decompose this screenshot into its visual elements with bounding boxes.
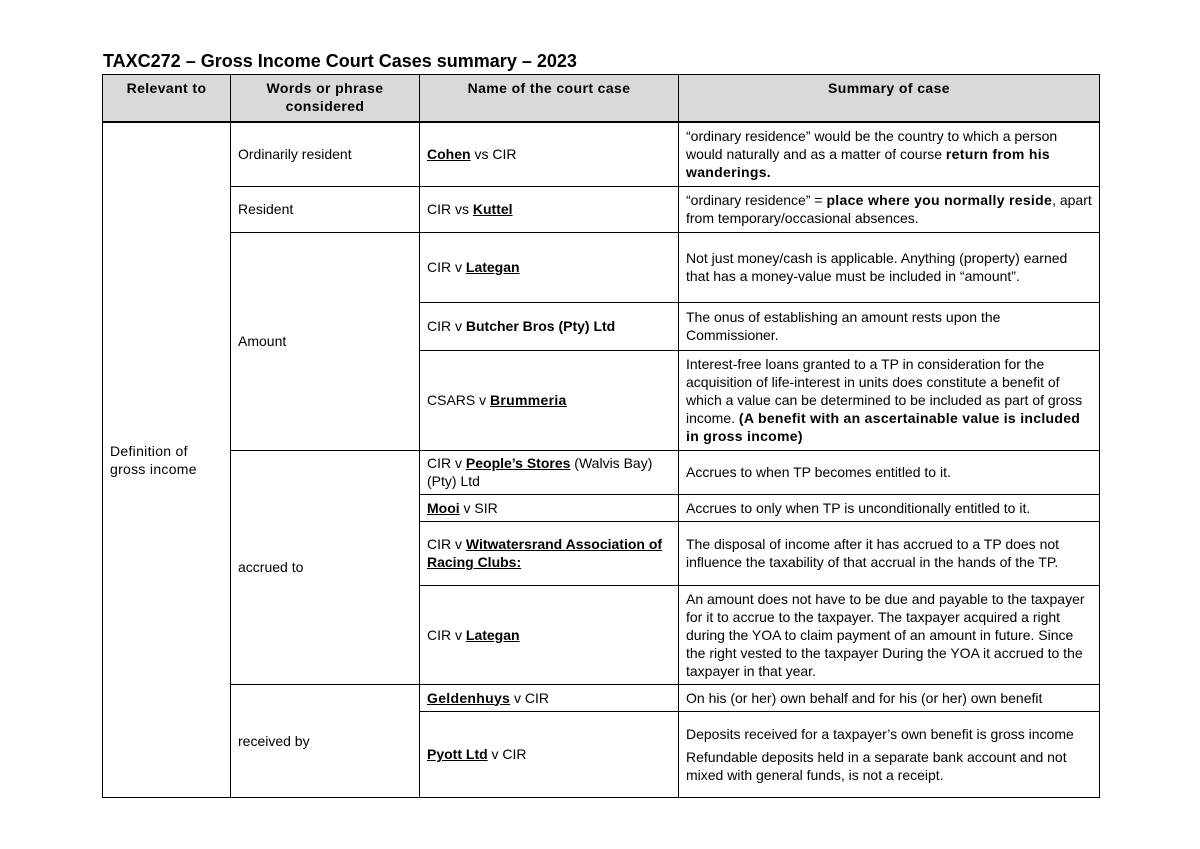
case-name-bold: Witwatersrand Association of Racing Clubs:: [427, 536, 663, 570]
summary-cell: [679, 186, 1100, 232]
summary-cell: Accrues to only when TP is unconditionally entitled to it.: [679, 494, 1100, 521]
summary-bold: return from his wanderings.: [686, 146, 1050, 181]
case-name-post: (Walvis Bay) (Pty) Ltd: [427, 455, 653, 489]
header-court-case: Name of the court case: [420, 75, 679, 123]
table-row: [103, 122, 1100, 186]
case-name-cell: [420, 350, 679, 450]
summary-bold: place where you normally reside: [826, 192, 1053, 208]
summary-text: “ordinary residence” would be the country to which a person would naturally and as a matter of course: [686, 128, 1058, 163]
case-name-cell: [420, 186, 679, 232]
summary-cell: On his (or her) own behalf and for his (or her) own benefit: [679, 684, 1100, 711]
summary-post: , apart from temporary/occasional absences.: [686, 192, 1092, 226]
case-name-pre: CIR v: [427, 259, 466, 275]
case-name-pre: CIR v: [427, 536, 466, 552]
case-name-pre: CIR v: [427, 626, 466, 643]
case-name-rest: v CIR: [487, 746, 527, 762]
summary-cell: [679, 350, 1100, 450]
case-name-cell: [420, 585, 679, 684]
header-words-or-phrase: Words or phrase considered: [231, 75, 420, 123]
phrase-cell: received by: [231, 684, 420, 797]
case-name-cell: [420, 232, 679, 302]
case-name-bold: People’s Stores: [465, 455, 571, 471]
case-name-bold: Mooi: [427, 499, 460, 516]
case-name-bold: Lategan: [465, 259, 520, 275]
summary-paragraph: Refundable deposits held in a separate bank account and not mixed with general funds, is not a receipt.: [686, 748, 1067, 783]
summary-paragraph: Deposits received for a taxpayer’s own benefit is gross income: [686, 725, 1074, 742]
header-relevant-to: Relevant to: [103, 75, 231, 123]
summary-pre: “ordinary residence” =: [686, 192, 827, 208]
summary-bold: (A benefit with an ascertainable value is included in gross income): [686, 410, 1081, 444]
case-name-pre: CIR v: [427, 318, 466, 334]
table-row: [103, 186, 1100, 232]
document-title: TAXC272 – Gross Income Court Cases summary – 2023: [103, 51, 577, 71]
case-name-pre: CSARS v: [427, 392, 491, 408]
header-row: [103, 75, 1100, 123]
table-row: [103, 684, 1100, 711]
case-name-bold: Brummeria: [490, 392, 567, 408]
case-name-cell: [420, 711, 679, 797]
case-name-bold: Kuttel: [472, 201, 513, 217]
case-name-bold: Pyott Ltd: [427, 746, 488, 762]
court-cases-table: [102, 74, 1100, 798]
phrase-cell: Amount: [231, 232, 420, 450]
summary-cell: The disposal of income after it has accrued to a TP does not influence the taxability of that accrual in the hands of the TP.: [679, 521, 1100, 585]
case-name-bold: Butcher Bros (Pty) Ltd: [465, 318, 616, 334]
case-name-bold: Geldenhuys: [427, 689, 511, 706]
summary-cell: An amount does not have to be due and payable to the taxpayer for it to accrue to the taxpayer. The taxpayer acquired a right during the YOA to claim payment of an amount in future. Since the right vested to the taxpayer During the YOA it accrued to the taxpayer in that year.: [679, 585, 1100, 684]
case-name-rest: v CIR: [510, 689, 550, 706]
phrase-cell: Resident: [231, 186, 420, 232]
phrase-cell: accrued to: [231, 450, 420, 684]
case-name-bold: Cohen: [427, 146, 471, 163]
case-name-cell: [420, 684, 679, 711]
case-name-bold: Lategan: [465, 626, 520, 643]
case-name-rest: v SIR: [459, 499, 498, 516]
relevant-to-cell: Definition of gross income: [103, 122, 231, 797]
case-name-rest: vs CIR: [470, 146, 517, 163]
summary-cell: The onus of establishing an amount rests upon the Commissioner.: [679, 302, 1100, 350]
case-name-cell: [420, 302, 679, 350]
phrase-cell: Ordinarily resident: [231, 122, 420, 186]
summary-text: Interest-free loans granted to a TP in consideration for the acquisition of life-interest in units does constitute a benefit of which a value can be determined to be included as part of gross income.: [686, 356, 1083, 426]
case-name-cell: [420, 521, 679, 585]
case-name-pre: CIR vs: [427, 201, 473, 217]
case-name-cell: [420, 450, 679, 494]
table-row: [103, 232, 1100, 302]
table-row: [103, 450, 1100, 494]
summary-cell: Accrues to when TP becomes entitled to it.: [679, 450, 1100, 494]
case-name-pre: CIR v: [427, 455, 466, 471]
summary-cell: Not just money/cash is applicable. Anything (property) earned that has a money-value must be included in “amount”.: [679, 232, 1100, 302]
summary-cell: [679, 122, 1100, 186]
case-name-cell: [420, 494, 679, 521]
case-name-cell: [420, 122, 679, 186]
header-summary: Summary of case: [679, 75, 1100, 123]
summary-cell: [679, 711, 1100, 797]
